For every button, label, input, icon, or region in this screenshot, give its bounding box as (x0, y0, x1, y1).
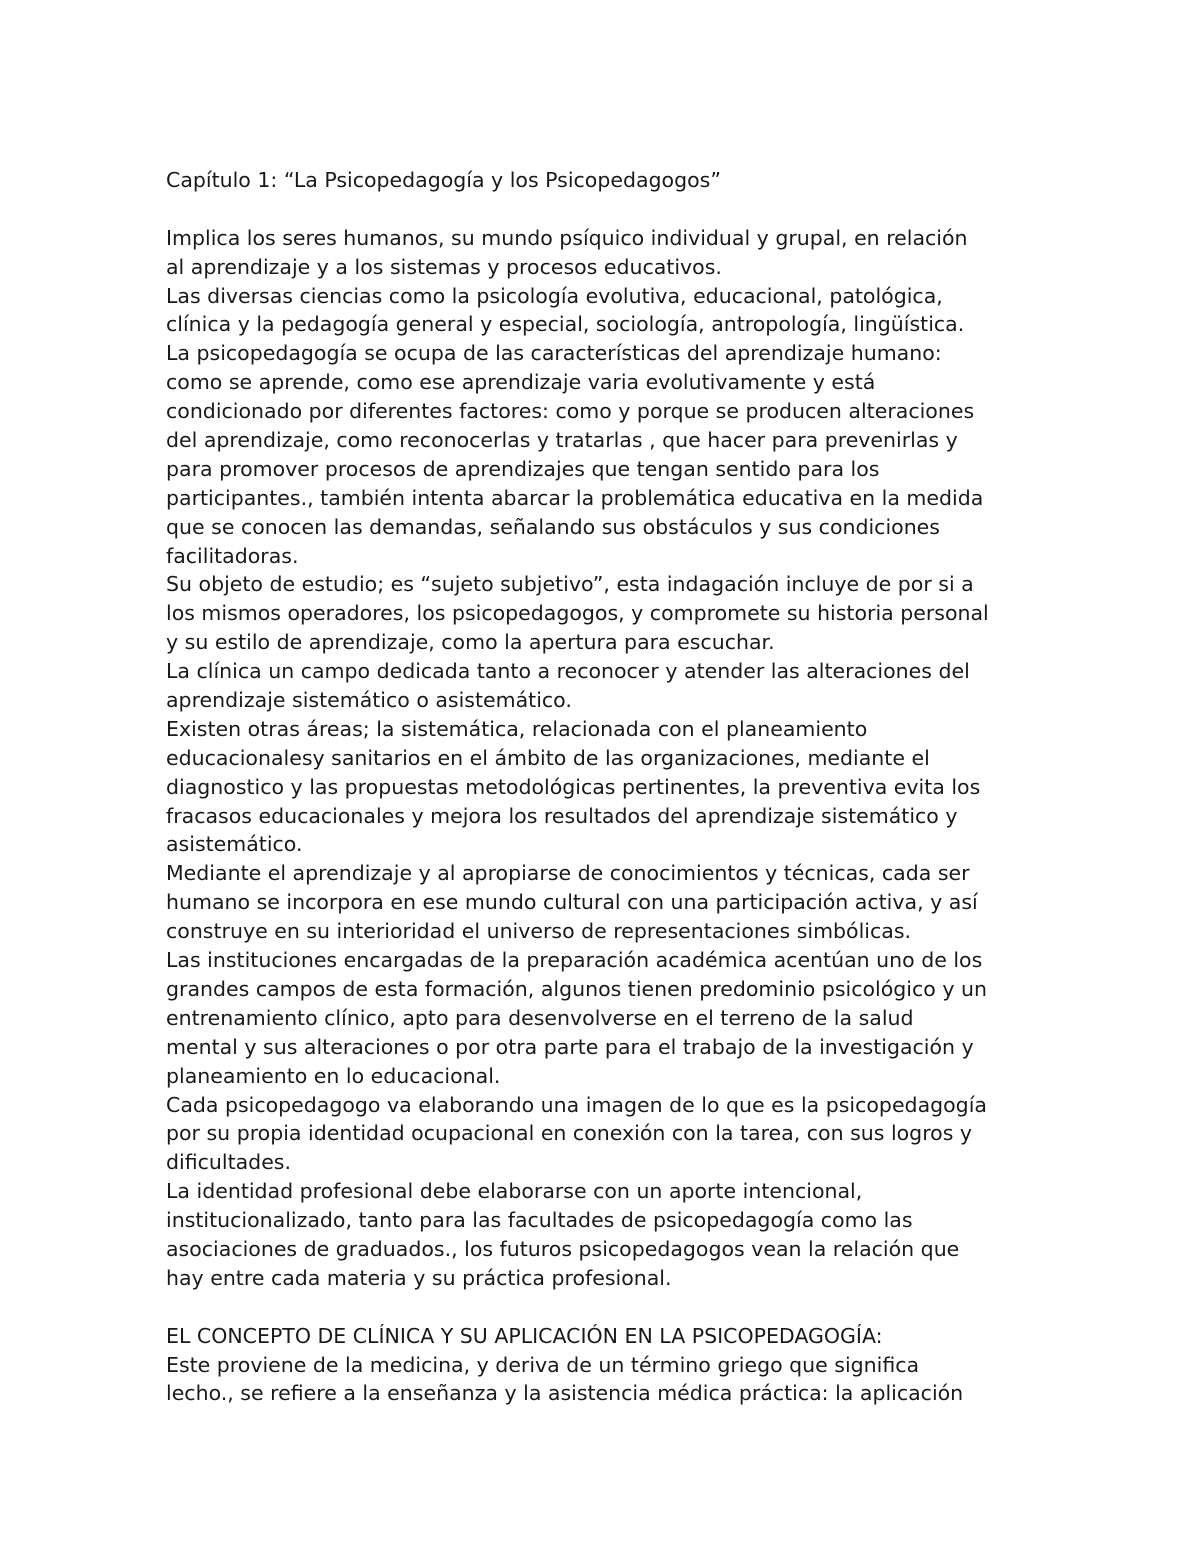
paragraph-line: Cada psicopedagogo va elaborando una imagen de lo que es la psicopedagogía (166, 1092, 987, 1117)
paragraph-line: Implica los seres humanos, su mundo psíquico individual y grupal, en relación (166, 225, 968, 250)
paragraph-line: asociaciones de graduados., los futuros psicopedagogos vean la relación que (166, 1236, 960, 1261)
paragraph-line: facilitadoras. (166, 543, 299, 568)
paragraph-line: planeamiento en lo educacional. (166, 1063, 501, 1088)
chapter-title: Capítulo 1: “La Psicopedagogía y los Psicopedagogos” (166, 168, 721, 192)
paragraph-line: Su objeto de estudio; es “sujeto subjetivo”, esta indagación incluye de por si a (166, 572, 974, 597)
paragraph-line: clínica y la pedagogía general y especial, sociología, antropología, lingüística. (166, 312, 965, 337)
paragraph-line: construye en su interioridad el universo de representaciones simbólicas. (166, 919, 912, 944)
paragraph-line: diagnostico y las propuestas metodológicas pertinentes, la preventiva evita los (166, 774, 981, 799)
paragraph-line: dificultades. (166, 1150, 292, 1175)
blank-line (166, 1293, 1046, 1322)
paragraph-line: Existen otras áreas; la sistemática, relacionada con el planeamiento (166, 716, 868, 741)
paragraph-line: Las instituciones encargadas de la preparación académica acentúan uno de los (166, 948, 983, 973)
paragraph-line: que se conocen las demandas, señalando sus obstáculos y sus condiciones (166, 514, 940, 539)
paragraph-line: aprendizaje sistemático o asistemático. (166, 688, 572, 713)
section-heading: EL CONCEPTO DE CLÍNICA Y SU APLICACIÓN EN LA PSICOPEDAGOGÍA: (166, 1323, 883, 1348)
paragraph-line: grandes campos de esta formación, algunos tienen predominio psicológico y un (166, 976, 987, 1001)
paragraph-line: hay entre cada materia y su práctica profesional. (166, 1265, 672, 1290)
paragraph-line: participantes., también intenta abarcar la problemática educativa en la medida (166, 485, 984, 510)
blank-line (166, 195, 1046, 224)
paragraph-line: Este proviene de la medicina, y deriva de un término griego que significa (166, 1352, 920, 1377)
paragraph-line: La clínica un campo dedicada tanto a reconocer y atender las alteraciones del (166, 659, 970, 684)
paragraph-line: entrenamiento clínico, apto para desenvolverse en el terreno de la salud (166, 1005, 914, 1030)
paragraph-line: al aprendizaje y a los sistemas y procesos educativos. (166, 254, 722, 279)
paragraph-line: los mismos operadores, los psicopedagogos, y compromete su historia personal (166, 601, 989, 626)
document-body (166, 166, 1046, 1408)
paragraph-line: para promover procesos de aprendizajes que tengan sentido para los (166, 456, 880, 481)
paragraph-line: del aprendizaje, como reconocerlas y tratarlas , que hacer para prevenirlas y (166, 428, 958, 453)
paragraph-line: humano se incorpora en ese mundo cultural con una participación activa, y así (166, 890, 978, 915)
paragraph-line: educacionalesy sanitarios en el ámbito de las organizaciones, mediante el (166, 745, 930, 770)
paragraph-line: Las diversas ciencias como la psicología evolutiva, educacional, patológica, (166, 283, 943, 308)
paragraph-line: institucionalizado, tanto para las facultades de psicopedagogía como las (166, 1208, 913, 1233)
paragraph-line: Mediante el aprendizaje y al apropiarse de conocimientos y técnicas, cada ser (166, 861, 970, 886)
paragraph-line: asistemático. (166, 832, 303, 857)
paragraph-line: y su estilo de aprendizaje, como la apertura para escuchar. (166, 630, 775, 655)
paragraph-line: La identidad profesional debe elaborarse con un aporte intencional, (166, 1179, 863, 1204)
paragraph-line: fracasos educacionales y mejora los resultados del aprendizaje sistemático y (166, 803, 958, 828)
paragraph-line: condicionado por diferentes factores: como y porque se producen alteraciones (166, 399, 975, 424)
paragraph-line: por su propia identidad ocupacional en conexión con la tarea, con sus logros y (166, 1121, 973, 1146)
paragraph-line: La psicopedagogía se ocupa de las características del aprendizaje humano: (166, 341, 942, 366)
paragraph-line: como se aprende, como ese aprendizaje varia evolutivamente y está (166, 370, 876, 395)
paragraph-line: lecho., se refiere a la enseñanza y la asistencia médica práctica: la aplicación (166, 1381, 964, 1406)
paragraph-line: mental y sus alteraciones o por otra parte para el trabajo de la investigación y (166, 1034, 974, 1059)
